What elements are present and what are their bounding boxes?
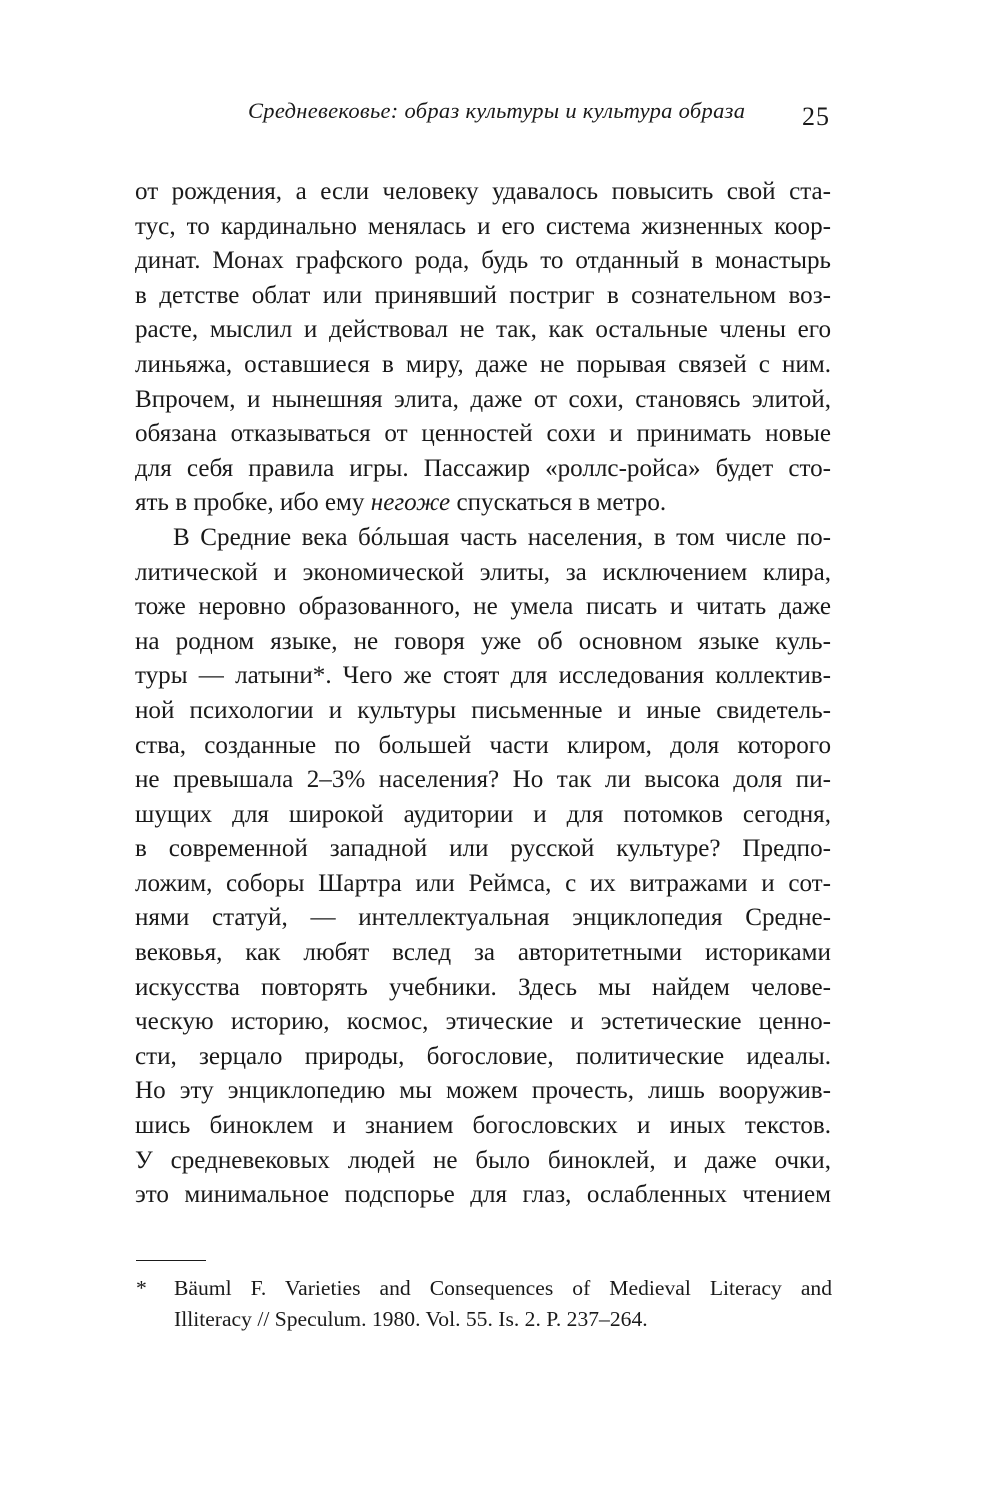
text-line: не превышала 2–3% населения? Но так ли высока доля пи- <box>135 766 831 794</box>
text-line: ства, созданные по большей части клиром, доля которого <box>135 731 831 759</box>
text-line: сти, зерцало природы, богословие, политические идеалы. <box>135 1042 831 1070</box>
text-line: В Средние века бóльшая часть населения, в том числе по- <box>173 523 831 551</box>
text-line: в детстве облат или принявший постриг в сознательном воз- <box>135 281 831 309</box>
text-fragment: ять в пробке, ибо ему <box>135 489 371 517</box>
text-line: вековья, как любят вслед за авторитетными историками <box>135 939 831 967</box>
text-line: тус, то кардинально менялась и его система жизненных коор- <box>135 212 831 240</box>
text-line: ческую историю, космос, этические и эстетические ценно- <box>135 1008 831 1036</box>
footnote-line: Illiteracy // Speculum. 1980. Vol. 55. Is. 2. P. 237–264. <box>174 1307 648 1331</box>
footnote <box>136 1273 832 1335</box>
text-line: динат. Монах графского рода, будь то отданный в монастырь <box>135 247 831 275</box>
footnote-marker: * <box>136 1276 147 1300</box>
text-line: шущих для широкой аудитории и для потомков сегодня, <box>135 800 831 828</box>
page-number: 25 <box>802 102 830 131</box>
text-line: искусства повторять учебники. Здесь мы найдем челове- <box>135 973 831 1001</box>
text-line: обязана отказываться от ценностей сохи и принимать новые <box>135 420 831 448</box>
text-line: ной психологии и культуры письменные и иные свидетель- <box>135 696 831 724</box>
text-line: тоже неровно образованного, не умела писать и читать даже <box>135 593 831 621</box>
text-line: от рождения, а если человеку удавалось повысить свой ста- <box>135 178 831 205</box>
text-line: Впрочем, и нынешняя элита, даже от сохи, становясь элитой, <box>135 385 831 413</box>
text-fragment: спускаться в метро. <box>450 489 667 517</box>
main-text <box>135 175 831 1213</box>
text-line: У средневековых людей не было биноклей, и даже очки, <box>135 1146 831 1174</box>
emphasis-text: негоже <box>370 489 451 517</box>
text-line <box>135 486 831 521</box>
text-line: в современной западной или русской культуре? Предпо- <box>135 835 831 863</box>
text-line: ложим, соборы Шартра или Реймса, с их витражами и сот- <box>135 869 831 897</box>
text-line: линьяжа, оставшиеся в миру, даже не порывая связей с ним. <box>135 350 831 378</box>
footnote-line: Bäuml F. Varieties and Consequences of Medieval Literacy and <box>174 1276 832 1300</box>
text-line: расте, мыслил и действовал не так, как остальные члены его <box>135 316 831 344</box>
footnote-divider <box>136 1260 206 1261</box>
text-line: для себя правила игры. Пассажир «роллс-ройса» будет сто- <box>135 454 831 482</box>
text-line: туры — латыни*. Чего же стоят для исследования коллектив- <box>135 662 831 690</box>
text-line: на родном языке, не говоря уже об основном языке куль- <box>135 627 831 655</box>
text-line: литической и экономической элиты, за исключением клира, <box>135 558 831 586</box>
text-line: шись биноклем и знанием богословских и иных текстов. <box>135 1112 831 1140</box>
text-line: Но эту энциклопедию мы можем прочесть, лишь вооружив- <box>135 1077 831 1105</box>
paragraph-1 <box>135 175 831 521</box>
running-head-title: Средневековье: образ культуры и культура образа <box>248 98 746 123</box>
text-line: это минимальное подспорье для глаз, ослабленных чтением <box>135 1181 831 1209</box>
text-line: нями статуй, — интеллектуальная энциклопедия Средне- <box>135 904 831 932</box>
paragraph-2 <box>135 521 831 1213</box>
footnote-text <box>174 1273 832 1335</box>
